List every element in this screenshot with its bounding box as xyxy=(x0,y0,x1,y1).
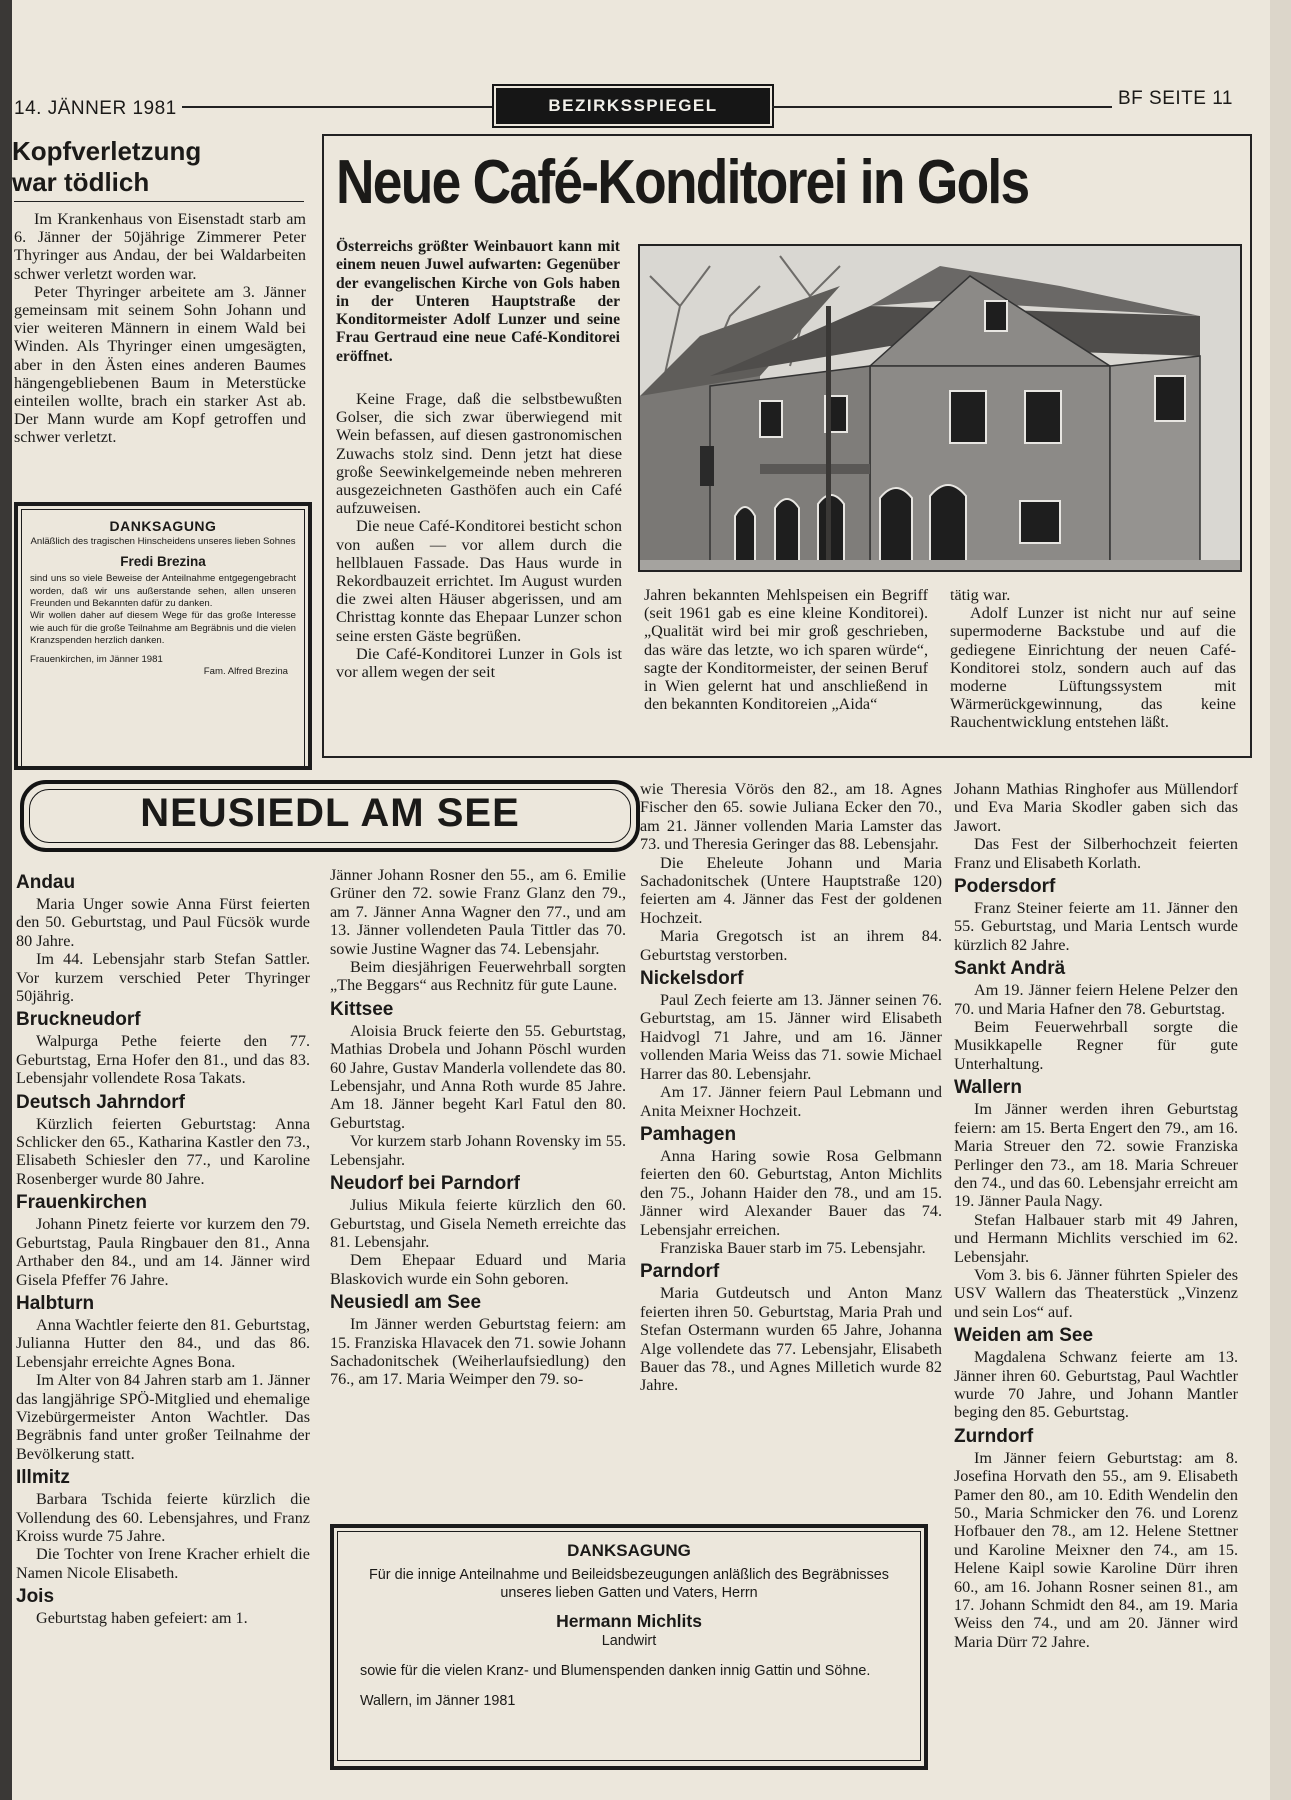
section-paragraph: Paul Zech feierte am 13. Jänner seinen 76. Geburtstag, am 15. Jänner wird Elisabeth Haidvogl 71 Jahre, und am 16. Jänner vollenden Maria Weiss das 71. sowie Michael Harrer das 80. Lebensjahr. xyxy=(640,991,942,1083)
section-heading: Deutsch Jahrndorf xyxy=(16,1091,185,1113)
danksagung-brezina-signature: Fam. Alfred Brezina xyxy=(203,666,288,678)
section-heading: Frauenkirchen xyxy=(16,1192,147,1214)
feature-lead: Österreichs größter Weinbauort kann mit einem neuen Juwel aufwarten: Gegenüber der evangelischen Kirche von Gols haben in der Unteren Hauptstraße der Konditormeister Adolf Lunzer und seine Frau Gertraud eine neue Café-Konditorei eröffnet. xyxy=(336,238,620,365)
danksagung-brezina-name: Fredi Brezina xyxy=(120,553,206,569)
section-paragraph: Johann Pinetz feierte vor kurzem den 79. Geburtstag, Paula Ringbauer den 81., Anna Arthaber den 84., und am 14. Jänner wird Gisela Pfeffer 76 Jahre. xyxy=(16,1215,310,1289)
danksagung-brezina-text1: sind uns so viele Beweise der Anteilnahme entgegengebracht worden, daß wir uns außerstande sehen, allen unseren Freunden und Bekannten dafür zu danken. xyxy=(30,573,296,610)
feature-col2-paragraph-1: Jahren bekannten Mehlspeisen ein Begriff (seit 1961 gab es eine kleine Konditorei). „Qualität wird bei mir groß geschrieben, das wäre das letzte, wo ich sparen würde“, sagte der Konditormeister, der seinen Beruf in Wien gelernt hat und anschließend in den bekannten Konditoreien „Aida“ xyxy=(644,586,928,714)
section-paragraph: Vom 3. bis 6. Jänner führten Spieler des USV Wallern das Theaterstück „Vinzenz und sein Los“ auf. xyxy=(954,1265,1238,1321)
feature-col1-paragraph-3: Die Café-Konditorei Lunzer in Gols ist vor allem wegen der seit xyxy=(336,644,622,682)
section-heading: Jois xyxy=(16,1586,55,1608)
section-heading: Sankt Andrä xyxy=(954,958,1066,980)
section-heading: Zurndorf xyxy=(954,1425,1034,1447)
cafe-building-illustration xyxy=(640,246,1240,570)
kopf-headline-line1: Kopfverletzung xyxy=(12,136,202,166)
neusiedl-banner xyxy=(20,780,640,852)
section-heading: Parndorf xyxy=(640,1261,720,1283)
section-paragraph: Geburtstag haben gefeiert: am 1. xyxy=(36,1609,248,1628)
section-paragraph: Johann Mathias Ringhofer aus Müllendorf und Eva Maria Skodler gaben sich das Jawort. xyxy=(954,780,1238,835)
section-paragraph: Franz Steiner feierte am 11. Jänner den 55. Geburtstag, und Maria Lentsch wurde kürzlich 82 Jahre. xyxy=(954,899,1238,954)
section-paragraph: Die Tochter von Irene Kracher erhielt die Namen Nicole Elisabeth. xyxy=(16,1545,310,1582)
section-heading: Halbturn xyxy=(16,1292,95,1314)
feature-col1-paragraph-1: Keine Frage, daß die selbstbewußten Golser, die sich zwar überwiegend mit Wein befassen, auf diesen gastronomischen Zuwachs stolz sind. Denn jetzt hat diese große Seewinkelgemeinde neben mehreren ausgezeichneten Gasthöfen auch ein Café aufzuweisen. xyxy=(336,390,622,518)
section-paragraph: Im Jänner feiern Geburtstag: am 8. Josefina Horvath den 55., am 9. Elisabeth Pamer den 80., am 10. Edith Wendelin den 50., Maria Schmicker den 76. und Lorenz Hofbauer den 78., am 12. Helene Stettner und Karoline Meixner den 74., am 15. Helene Kaipl sowie Karoline Dürr ihren 60., am 16. Johann Rosner seinen 81., am 17. Johann Schmidt den 84., am 19. Maria Weiss den 74., und am 20. Jänner wird Maria Dürr 72 Jahre. xyxy=(954,1448,1238,1651)
section-paragraph: Maria Gregotsch ist an ihrem 84. Geburtstag verstorben. xyxy=(640,927,942,964)
section-paragraph: Vor kurzem starb Johann Rovensky im 55. Lebensjahr. xyxy=(330,1132,626,1169)
section-paragraph: Maria Gutdeutsch und Anton Manz feierten ihren 50. Geburtstag, Maria Prah und Stefan Ostermann wurden 65 Jahre, Johanna Alge vollendete das 77. Lebensjahr, Elisabeth Bauer das 78., und Agnes Milletich wurde 82 Jahre. xyxy=(640,1284,942,1395)
section-paragraph: Im Jänner werden ihren Geburtstag feiern: am 15. Berta Engert den 79., am 16. Maria Streuer den 72. sowie Franziska Perlinger den 73., am 18. Maria Schreuer den 74., und das 60. Lebensjahr erreicht am 19. Jänner Paula Nagy. xyxy=(954,1100,1238,1211)
danksagung-brezina-place: Frauenkirchen, im Jänner 1981 xyxy=(30,653,163,665)
section-paragraph: Dem Ehepaar Eduard und Maria Blaskovich wurde ein Sohn geboren. xyxy=(330,1251,626,1288)
section-paragraph: Im Alter von 84 Jahren starb am 1. Jänner das langjährige SPÖ-Mitglied und ehemalige Vizebürgermeister Anton Wachtler. Das Begräbnis fand unter großer Teilnahme der Bevölkerung statt. xyxy=(16,1371,310,1463)
danksagung-michlits-title: DANKSAGUNG xyxy=(567,1541,691,1560)
section-paragraph: Beim Feuerwehrball sorgte die Musikkapelle Regner für gute Unterhaltung. xyxy=(954,1018,1238,1073)
kopf-headline xyxy=(12,136,302,198)
danksagung-michlits-place: Wallern, im Jänner 1981 xyxy=(360,1693,516,1709)
masthead: BEZIRKSSPIEGEL xyxy=(496,88,770,124)
neusiedl-column-2 xyxy=(330,866,626,1389)
section-heading: Kittsee xyxy=(330,998,394,1020)
neusiedl-banner-title: NEUSIEDL AM SEE xyxy=(29,789,631,843)
danksagung-michlits-role: Landwirt xyxy=(601,1633,657,1649)
section-heading: Neudorf bei Parndorf xyxy=(330,1173,521,1195)
section-paragraph: Franziska Bauer starb im 75. Lebensjahr. xyxy=(660,1238,926,1257)
section-paragraph: Jänner Johann Rosner den 55., am 6. Emilie Grüner den 72. sowie Franz Glanz den 79., am 7. Jänner Anna Wagner den 77., und am 13. Jänner vollendeten Paula Tittler das 70. sowie Justine Wagner das 74. Lebensjahr. xyxy=(330,866,626,958)
section-paragraph: Am 17. Jänner feiern Paul Lebmann und Anita Meixner Hochzeit. xyxy=(640,1083,942,1120)
danksagung-michlits-name: Hermann Michlits xyxy=(556,1611,702,1631)
feature-column-3 xyxy=(950,586,1236,732)
section-paragraph: Im Jänner werden Geburtstag feiern: am 15. Franziska Hlavacek den 71. sowie Johann Sachadonitschek (Weiherlaufsiedlung) den 76., am 17. Maria Weimper den 79. so- xyxy=(330,1315,626,1389)
section-heading: Pamhagen xyxy=(640,1123,737,1145)
section-heading: Bruckneudorf xyxy=(16,1009,141,1031)
section-paragraph: Anna Wachtler feierte den 81. Geburtstag, Julianna Hutter den 84., und das 86. Lebensjahr erreichte Agnes Bona. xyxy=(16,1315,310,1371)
binding-strip xyxy=(0,0,12,1800)
header-rule-left xyxy=(182,106,492,108)
danksagung-brezina-text2: Wir wollen daher auf diesem Wege für das große Interesse wie auch für die große Teilnahme am Begräbnis und die vielen Kranzspenden herzlich danken. xyxy=(30,610,296,647)
section-paragraph: Barbara Tschida feierte kürzlich die Vollendung des 60. Lebensjahres, und Franz Kroiss wurde 75 Jahre. xyxy=(16,1490,310,1545)
neusiedl-column-4 xyxy=(954,780,1238,1651)
danksagung-brezina-title: DANKSAGUNG xyxy=(109,518,217,534)
section-paragraph: Das Fest der Silberhochzeit feierten Franz und Elisabeth Korlath. xyxy=(954,835,1238,872)
section-paragraph: Aloisia Bruck feierte den 55. Geburtstag, Mathias Drobela und Johann Pöschl wurden 60 Jahre, Gustav Manderla vollendete das 80. Lebensjahr, und Anna Roth wurde 85 Jahre. Am 18. Jänner begeht Karl Fatul den 80. Geburtstag. xyxy=(330,1021,626,1132)
danksagung-brezina-intro: Anläßlich des tragischen Hinscheidens unseres lieben Sohnes xyxy=(30,536,296,548)
section-heading: Neusiedl am See xyxy=(330,1292,482,1314)
section-paragraph: Die Eheleute Johann und Maria Sachadonitschek (Untere Hauptstraße 120) feierten am 4. Jänner das Fest der goldenen Hochzeit. xyxy=(640,853,942,927)
danksagung-michlits xyxy=(330,1524,928,1770)
feature-col1-paragraph-2: Die neue Café-Konditorei besticht schon von außen — vor allem durch die hellblauen Fassade. Das Haus wurde in Rekordbauzeit errichtet. Im August wurden die zwei alten Häuser abgerissen, und am Christtag konnte das Ehepaar Lunzer schon seine ersten Gäste begrüßen. xyxy=(336,517,622,645)
section-paragraph: Julius Mikula feierte kürzlich den 60. Geburtstag, und Gisela Nemeth erreichte das 81. Lebensjahr. xyxy=(330,1196,626,1251)
page-number: BF SEITE 11 xyxy=(1118,88,1233,109)
danksagung-michlits-intro: Für die innige Anteilnahme und Beileidsbezeugungen anläßlich des Begräbnisses unseres lieben Gatten und Vaters, Herrn xyxy=(368,1567,889,1601)
neusiedl-column-3 xyxy=(640,780,942,1395)
section-paragraph: Walpurga Pethe feierte den 77. Geburtstag, Erna Hofer den 81., und das 83. Lebensjahr vollendete Rosa Takats. xyxy=(16,1032,310,1088)
danksagung-michlits-text: sowie für die vielen Kranz- und Blumenspenden danken innig Gattin und Söhne. xyxy=(360,1663,871,1679)
feature-column-1 xyxy=(336,390,622,681)
section-paragraph: Am 19. Jänner feiern Helene Pelzer den 70. und Maria Hafner den 78. Geburtstag. xyxy=(954,981,1238,1018)
issue-date: 14. JÄNNER 1981 xyxy=(14,98,177,119)
kopf-rule xyxy=(14,201,304,202)
feature-col3-paragraph-1: tätig war. xyxy=(950,586,1011,604)
section-paragraph: Maria Unger sowie Anna Fürst feierten den 50. Geburtstag, und Paul Fücsök wurde 80 Jahre. xyxy=(16,895,310,950)
section-heading: Podersdorf xyxy=(954,876,1056,898)
kopf-headline-line2: war tödlich xyxy=(12,167,150,197)
section-paragraph: wie Theresia Vörös den 82., am 18. Agnes Fischer den 65. sowie Juliana Ecker den 70., am 21. Jänner vollenden Maria Lamster das 73. und Theresia Geringer das 88. Lebensjahr. xyxy=(640,780,942,854)
section-heading: Andau xyxy=(16,872,76,893)
section-paragraph: Magdalena Schwanz feierte am 13. Jänner ihren 60. Geburtstag, Paul Wachtler wurde 70 Jahre, und Johann Mantler beging den 85. Geburtstag. xyxy=(954,1348,1238,1422)
header-rule-right xyxy=(772,106,1112,108)
page-edge xyxy=(1270,0,1291,1800)
kopf-paragraph-2: Peter Thyringer arbeitete am 3. Jänner gemeinsam mit seinem Sohn Johann und vier weiteren Männern in einem Wald bei Winden. Als Thyringer einen umgesägten, aber in den Ästen eines anderen Baumes hängengebliebenen Baum in Meterstücke einteilen wollte, brach ein starker Ast ab. Der Mann wurde am Kopf getroffen und schwer verletzt. xyxy=(14,282,306,447)
cafe-photo xyxy=(638,244,1242,572)
kopf-paragraph-1: Im Krankenhaus von Eisenstadt starb am 6. Jänner der 50jährige Zimmerer Peter Thyringer aus Andau, der bei Waldarbeiten schwer verletzt worden war. xyxy=(14,210,306,283)
section-heading: Illmitz xyxy=(16,1467,70,1489)
section-heading: Nickelsdorf xyxy=(640,968,744,990)
feature-col3-paragraph-2: Adolf Lunzer ist nicht nur auf seine supermoderne Backstube und auf die gediegene Einrichtung der neuen Café-Konditorei stolz, sondern auch auf das moderne Lüftungssystem mit Wärmerückgewinnung, das keine Rauchentwicklung entstehen läßt. xyxy=(950,604,1236,732)
section-paragraph: Im 44. Lebensjahr starb Stefan Sattler. Vor kurzem verschied Peter Thyringer 50jährig. xyxy=(16,950,310,1006)
neusiedl-column-1 xyxy=(16,868,310,1628)
section-paragraph: Kürzlich feierten Geburtstag: Anna Schlicker den 65., Katharina Kastler den 73., Elisabeth Schiesler den 77., und Karoline Rosenberger wurde 80 Jahre. xyxy=(16,1114,310,1188)
danksagung-brezina xyxy=(14,502,312,770)
section-heading: Weiden am See xyxy=(954,1325,1094,1347)
feature-column-2 xyxy=(644,586,928,713)
section-paragraph: Anna Haring sowie Rosa Gelbmann feierten den 60. Geburtstag, Anton Michlits den 75., Johann Haider den 78., und am 15. Jänner wird Alexander Bauer das 74. Lebensjahr erreichen. xyxy=(640,1146,942,1239)
kopf-body xyxy=(14,210,306,447)
section-paragraph: Beim diesjährigen Feuerwehrball sorgten „The Beggars“ aus Rechnitz für gute Laune. xyxy=(330,958,626,995)
feature-headline: Neue Café-Konditorei in Gols xyxy=(336,148,1029,217)
section-heading: Wallern xyxy=(954,1077,1022,1099)
section-paragraph: Stefan Halbauer starb mit 49 Jahren, und Hermann Michlits verschied im 62. Lebensjahr. xyxy=(954,1210,1238,1266)
